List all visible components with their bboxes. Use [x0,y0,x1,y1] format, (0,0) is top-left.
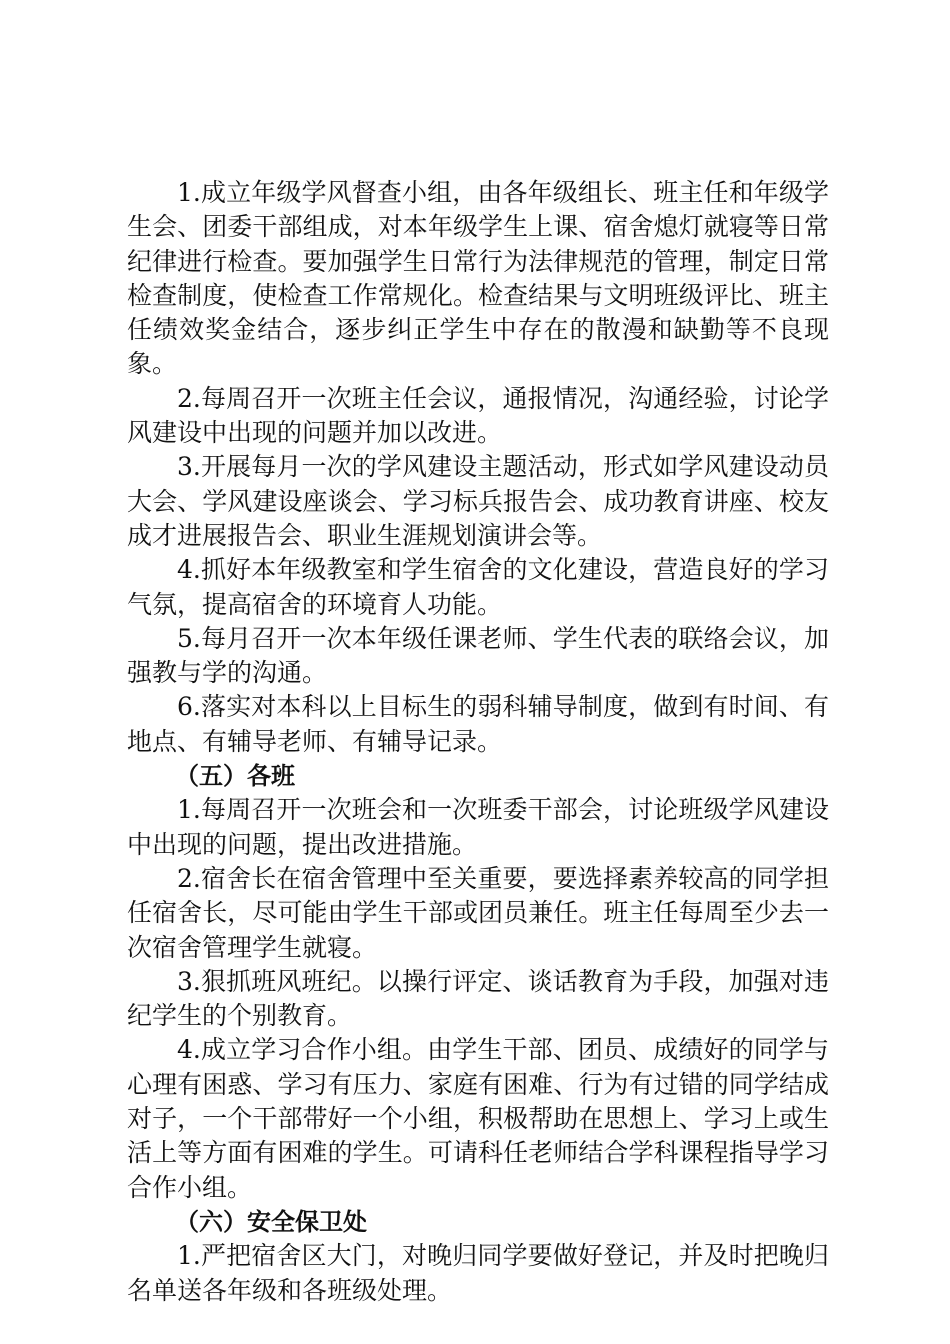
section-heading-classes: （五）各班 [175,762,295,791]
paragraph-class-4: 4.成立学习合作小组。由学生干部、团员、成绩好的同学与心理有困惑、学习有压力、家庭有困难、行为有过错的同学结成对子，一个干部带好一个小组，积极帮助在思想上、学习上或生活上等方面有困难的学生。可请科任老师结合学科课程指导学习合作小组。 [127,1035,829,1202]
paragraph-grade-4: 4.抓好本年级教室和学生宿舍的文化建设，营造良好的学习气氛，提高宿舍的环境育人功能。 [127,555,829,619]
paragraph-grade-1: 1.成立年级学风督查小组，由各年级组长、班主任和年级学生会、团委干部组成，对本年级学生上课、宿舍熄灯就寝等日常纪律进行检查。要加强学生日常行为法律规范的管理，制定日常检查制度，使检查工作常规化。检查结果与文明班级评比、班主任绩效奖金结合，逐步纠正学生中存在的散漫和缺勤等不良现象。 [127,178,829,379]
paragraph-security-1: 1.严把宿舍区大门，对晚归同学要做好登记，并及时把晚归名单送各年级和各班级处理。 [127,1241,829,1305]
paragraph-grade-6: 6.落实对本科以上目标生的弱科辅导制度，做到有时间、有地点、有辅导老师、有辅导记录。 [127,692,829,756]
paragraph-grade-5: 5.每月召开一次本年级任课老师、学生代表的联络会议，加强教与学的沟通。 [127,623,829,688]
paragraph-class-1: 1.每周召开一次班会和一次班委干部会，讨论班级学风建设中出现的问题，提出改进措施。 [127,795,829,859]
paragraph-class-3: 3.狠抓班风班纪。以操行评定、谈话教育为手段，加强对违纪学生的个别教育。 [127,966,829,1031]
document-body [127,176,829,1308]
paragraph-grade-3: 3.开展每月一次的学风建设主题活动，形式如学风建设动员大会、学风建设座谈会、学习标兵报告会、成功教育讲座、校友成才进展报告会、职业生涯规划演讲会等。 [127,452,829,550]
section-heading-security: （六）安全保卫处 [175,1207,367,1236]
paragraph-grade-2: 2.每周召开一次班主任会议，通报情况，沟通经验，讨论学风建设中出现的问题并加以改进。 [127,383,829,448]
paragraph-class-2: 2.宿舍长在宿舍管理中至关重要，要选择素养较高的同学担任宿舍长，尽可能由学生干部或团员兼任。班主任每周至少去一次宿舍管理学生就寝。 [127,863,829,962]
